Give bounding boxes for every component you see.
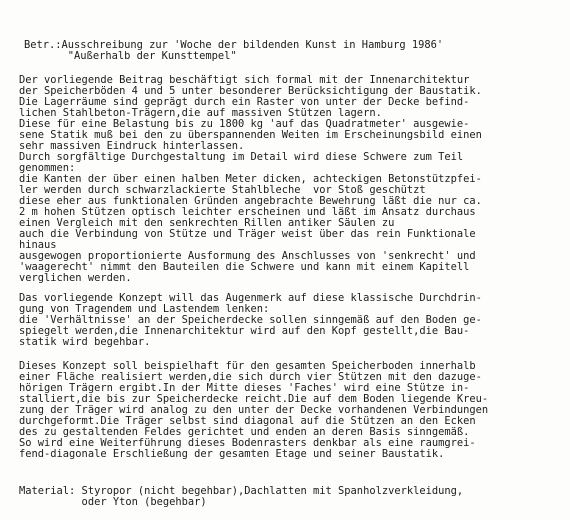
text-line: fend-diagonale Erschließung der gesamten Etage und seiner Baustatik. — [19, 448, 445, 460]
text-line: einer Fläche realisiert werden,die sich durch vier Stützen mit den dazuge- — [19, 371, 482, 383]
text-line: So wird eine Weiterführung dieses Bodenrasters denkbar als eine raumgrei- — [19, 437, 476, 449]
text-line: sehr massiven Eindruck hinterlassen. — [19, 140, 245, 152]
text-line: durchgeformt.Die Träger selbst sind diagonal auf die Stützen an den Ecken — [19, 415, 476, 427]
text-line: ausgewogen proportionierte Ausformung des Anschlusses von 'senkrecht' und — [19, 250, 476, 262]
text-line: diese eher aus funktionalen Gründen angebrachte Bewehrung läßt die nur ca. — [19, 195, 482, 207]
text-line: sene Statik muß bei den zu überspannenden Weiten im Erscheinungsbild einen — [19, 129, 482, 141]
text-line: gung von Tragendem und Lastendem lenken: — [19, 303, 270, 315]
text-line: hörigen Trägern ergibt.In der Mitte dieses 'Faches' wird eine Stütze in- — [19, 382, 470, 394]
text-line: Diese für eine Belastung bis zu 1800 kg 'auf das Quadratmeter' ausgewie- — [19, 118, 470, 130]
text-line: verglichen werden. — [19, 272, 132, 284]
text-line: Das vorliegende Konzept will das Augenmerk auf diese klassische Durchdrin- — [19, 292, 482, 304]
text-line: stalliert,die bis zur Speicherdecke reicht.Die auf dem Boden liegende Kreu- — [19, 393, 489, 405]
text-line: die Kanten der über einen halben Meter dicken, achteckigen Betonstützpfei- — [19, 173, 482, 185]
text-line: Dieses Konzept soll beispielhaft für den gesamten Speicherboden innerhalb — [19, 360, 476, 372]
text-line: Der vorliegende Beitrag beschäftigt sich formal mit der Innenarchitektur — [19, 74, 470, 86]
material-line: oder Yton (begehbar) — [19, 496, 207, 508]
text-line: 'waagerecht' nimmt den Bauteilen die Schwere und kann mit einem Kapitell — [19, 261, 470, 273]
text-line: des zu gestaltenden Feldes gerichtet und enden an deren Basis sinngemäß. — [19, 426, 470, 438]
subject-line: Betr.:Ausschreibung zur 'Woche der bildenden Kunst in Hamburg 1986' — [24, 39, 444, 51]
text-line: ler werden durch schwarzlackierte Stahlbleche vor Stoß geschützt — [19, 184, 426, 196]
text-line: die 'Verhältnisse' an der Speicherdecke sollen sinngemäß auf den Boden ge- — [19, 314, 482, 326]
text-line: spiegelt werden,die Innenarchitektur wird auf den Kopf gestellt,die Bau- — [19, 325, 470, 337]
text-line: lichen Stahlbeton-Trägern,die auf massiven Stützen lagern. — [19, 107, 382, 119]
text-line: hinaus — [19, 239, 57, 251]
text-line: auch die Verbindung von Stütze und Träger weist über das rein Funktionale — [19, 228, 476, 240]
text-line: Die Lagerräume sind geprägt durch ein Raster von unter der Decke befind- — [19, 96, 470, 108]
text-line: genommen: — [19, 162, 76, 174]
material-line: Material: Styropor (nicht begehbar),Dachlatten mit Spanholzverkleidung, — [19, 485, 464, 497]
text-line: 2 m hohen Stützen optisch leichter erscheinen und läßt im Ansatz durchaus — [19, 206, 476, 218]
text-line: einen Vergleich mit den senkrechten Rillen antiker Säulen zu — [19, 217, 395, 229]
text-line: Durch sorgfältige Durchgestaltung im Detail wird diese Schwere zum Teil — [19, 151, 464, 163]
subject-line: "Außerhalb der Kunsttempel" — [24, 50, 237, 62]
text-line: zung der Träger wird analog zu den unter der Decke vorhandenen Verbindungen — [19, 404, 489, 416]
text-line: statik wird begehbar. — [19, 336, 151, 348]
text-line: der Speicherböden 4 und 5 unter besonderer Berücksichtigung der Baustatik. — [19, 85, 482, 97]
